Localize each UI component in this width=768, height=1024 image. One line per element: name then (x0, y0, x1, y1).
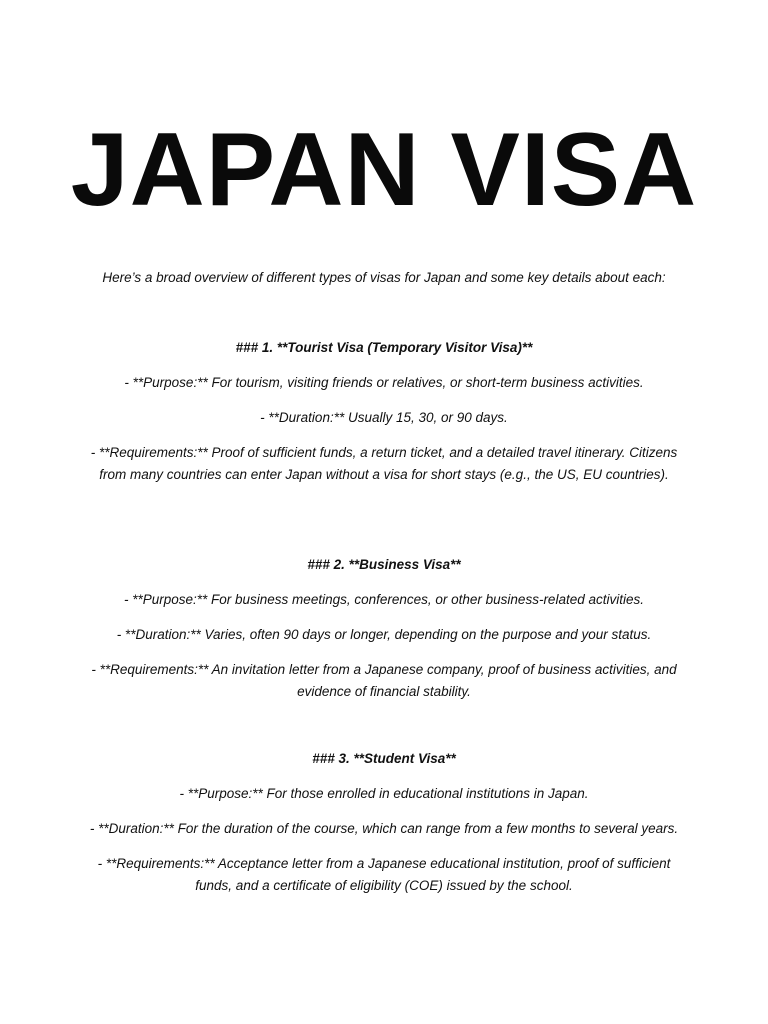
section-item-requirements: - **Requirements:** Proof of sufficient funds, a return ticket, and a detailed travel itinerary. Citizens from many countries can enter Japan without a visa for short stays (e.g., the US, EU countries). (90, 445, 678, 482)
section-item-requirements: - **Requirements:** An invitation letter from a Japanese company, proof of business activities, and evidence of financial stability. (91, 662, 677, 699)
section-heading: ### 2. **Business Visa** (307, 557, 461, 572)
section-item-duration: - **Duration:** Varies, often 90 days or longer, depending on the purpose and your status. (116, 627, 652, 642)
section-student-visa (80, 748, 688, 910)
section-item-duration: - **Duration:** For the duration of the course, which can range from a few months to several years. (89, 821, 679, 836)
section-item-purpose: - **Purpose:** For tourism, visiting friends or relatives, or short-term business activities. (124, 375, 644, 390)
section-item-requirements: - **Requirements:** Acceptance letter from a Japanese educational institution, proof of sufficient funds, and a certificate of eligibility (COE) issued by the school. (97, 856, 671, 893)
document-title: JAPAN VISA (70, 112, 698, 228)
intro-paragraph: Here’s a broad overview of different types of visas for Japan and some key details about each: (102, 270, 666, 285)
section-item-purpose: - **Purpose:** For those enrolled in educational institutions in Japan. (179, 786, 589, 801)
section-business-visa (80, 554, 688, 716)
section-heading: ### 1. **Tourist Visa (Temporary Visitor Visa)** (235, 340, 533, 355)
section-heading: ### 3. **Student Visa** (312, 751, 456, 766)
section-item-purpose: - **Purpose:** For business meetings, conferences, or other business-related activities. (123, 592, 644, 607)
section-item-duration: - **Duration:** Usually 15, 30, or 90 days. (260, 410, 508, 425)
section-tourist-visa (80, 337, 688, 499)
